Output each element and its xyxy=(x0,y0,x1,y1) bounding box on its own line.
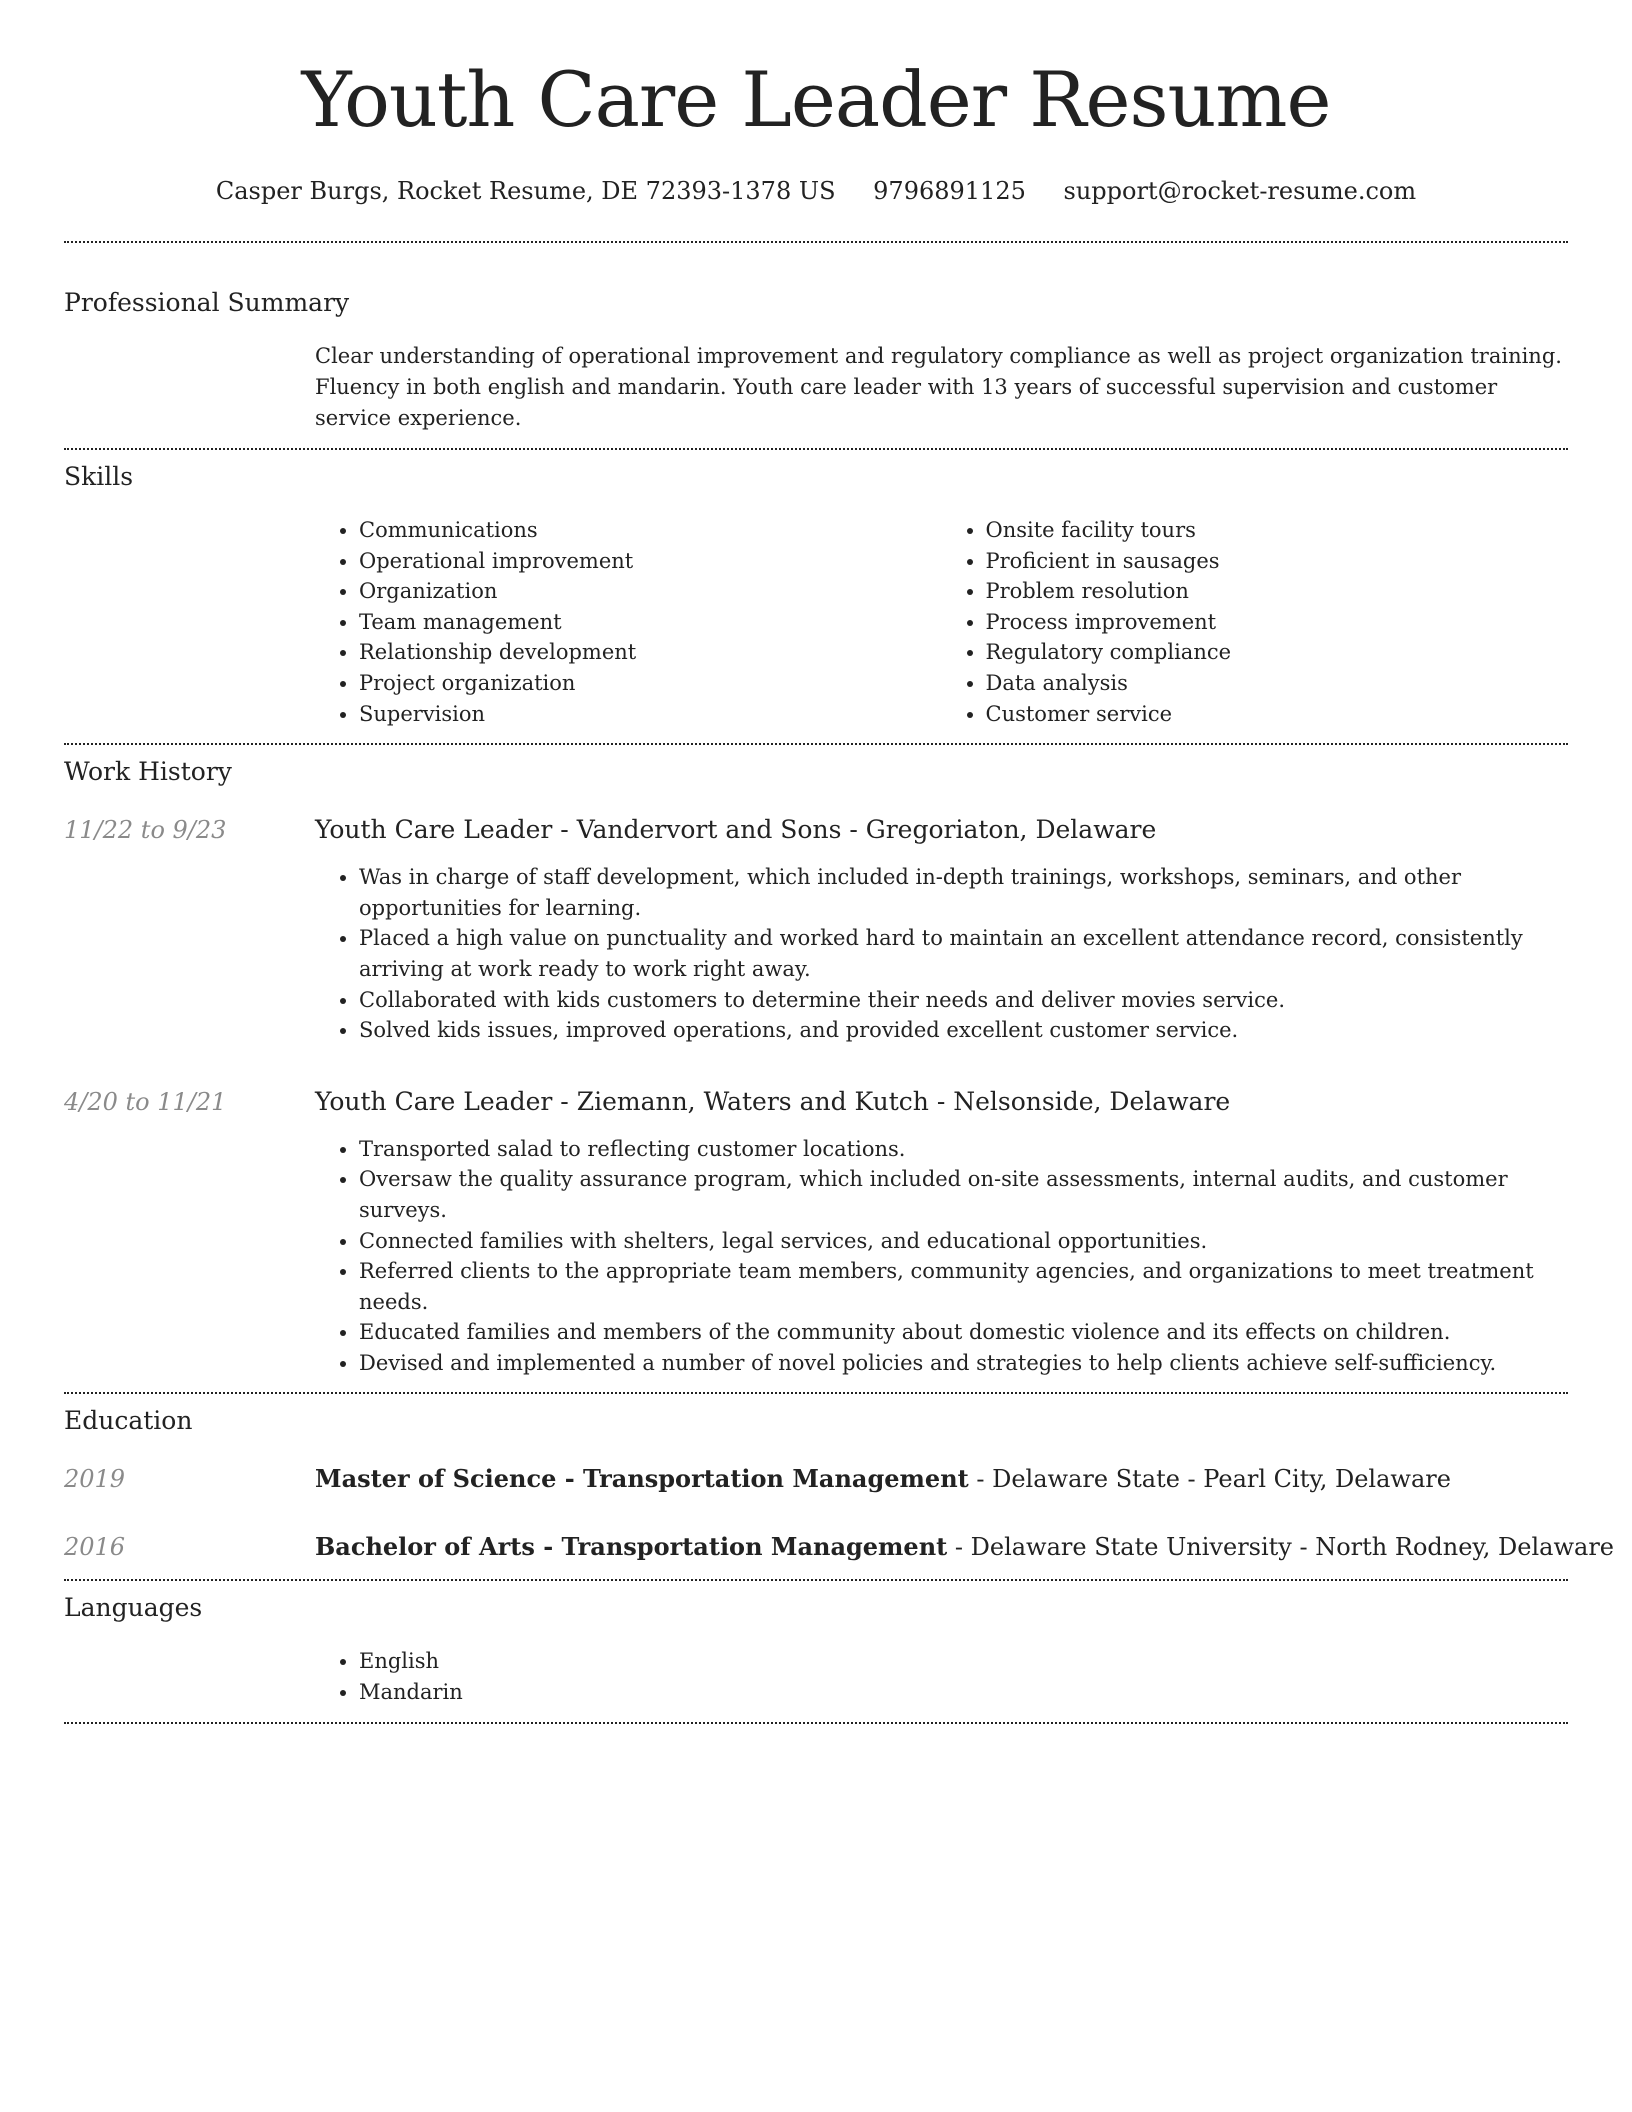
skill-item: • Proficient in sausages xyxy=(986,546,1569,577)
divider xyxy=(64,743,1568,745)
skill-item: • Customer service xyxy=(986,699,1569,730)
skill-item: • Regulatory compliance xyxy=(986,637,1569,668)
skill-item: • Process improvement xyxy=(986,607,1569,638)
language-item: • English xyxy=(359,1646,1568,1677)
education-degree: Master of Science - Transportation Management xyxy=(315,1464,969,1494)
skill-item: • Relationship development xyxy=(359,637,942,668)
education-degree: Bachelor of Arts - Transportation Management xyxy=(315,1532,948,1562)
job-bullet: • Transported salad to reflecting customer locations. xyxy=(359,1134,1568,1165)
contact-phone: 9796891125 xyxy=(873,177,1026,205)
job-entry xyxy=(64,1086,1568,1379)
job-heading xyxy=(315,814,1568,846)
job-title: Youth Care Leader xyxy=(315,1086,553,1116)
skill-item: • Operational improvement xyxy=(359,546,942,577)
job-dates: 11/22 to 9/23 xyxy=(64,816,227,845)
education-entry xyxy=(64,1531,1615,1563)
job-bullet: • Devised and implemented a number of novel policies and strategies to help clients achieve self-sufficiency. xyxy=(359,1348,1568,1379)
skills-list xyxy=(315,515,1568,729)
skills-left-column xyxy=(315,515,942,729)
job-details: - Vandervort and Sons - Gregoriaton, Delaware xyxy=(552,815,1157,845)
skill-item: • Organization xyxy=(359,576,942,607)
summary-text: Clear understanding of operational improvement and regulatory compliance as well as project organization training. Fluency in both english and mandarin. Youth care leader with 13 years of successful supervision and customer service experience. xyxy=(315,344,1562,430)
education-heading: Education xyxy=(64,1406,193,1436)
contact-email: support@rocket-resume.com xyxy=(1063,177,1417,205)
divider xyxy=(64,1722,1568,1724)
skill-item: • Project organization xyxy=(359,668,942,699)
skill-item: • Supervision xyxy=(359,699,942,730)
summary-heading: Professional Summary xyxy=(64,288,350,317)
education-details: - Delaware State - Pearl City, Delaware xyxy=(968,1465,1451,1494)
skills-heading: Skills xyxy=(64,462,134,491)
job-bullet: • Collaborated with kids customers to determine their needs and deliver movies service. xyxy=(359,985,1568,1016)
education-entry xyxy=(64,1463,1568,1495)
job-bullet: • Connected families with shelters, legal services, and educational opportunities. xyxy=(359,1226,1568,1257)
job-bullet: • Referred clients to the appropriate team members, community agencies, and organizations to meet treatment needs. xyxy=(359,1256,1568,1317)
contact-line xyxy=(64,176,1568,206)
job-entry xyxy=(64,814,1568,1046)
job-bullet: • Placed a high value on punctuality and worked hard to maintain an excellent attendance record, consistently arriving at work ready to work right away. xyxy=(359,923,1568,984)
languages-heading: Languages xyxy=(64,1593,203,1623)
language-item: • Mandarin xyxy=(359,1677,1568,1708)
languages-list xyxy=(315,1646,1568,1707)
divider xyxy=(64,1579,1568,1581)
contact-address: Casper Burgs, Rocket Resume, DE 72393-1378 US xyxy=(215,177,836,205)
education-year: 2016 xyxy=(64,1533,126,1562)
job-bullets xyxy=(315,1134,1568,1379)
work-heading: Work History xyxy=(64,757,232,787)
skill-item: • Onsite facility tours xyxy=(986,515,1569,546)
job-bullet: • Educated families and members of the community about domestic violence and its effects on children. xyxy=(359,1317,1568,1348)
education-details: - Delaware State University - North Rodney, Delaware xyxy=(947,1533,1615,1562)
job-bullet: • Was in charge of staff development, which included in-depth trainings, workshops, seminars, and other opportunities for learning. xyxy=(359,862,1568,923)
skill-item: • Problem resolution xyxy=(986,576,1569,607)
skills-right-column xyxy=(942,515,1569,729)
job-title: Youth Care Leader xyxy=(315,815,553,845)
page-title: Youth Care Leader Resume xyxy=(301,55,1331,144)
job-dates: 4/20 to 11/21 xyxy=(64,1087,227,1116)
job-heading xyxy=(315,1086,1568,1118)
skill-item: • Team management xyxy=(359,607,942,638)
job-bullet: • Oversaw the quality assurance program, which included on-site assessments, internal audits, and customer surveys. xyxy=(359,1164,1568,1225)
education-year: 2019 xyxy=(64,1465,126,1494)
divider xyxy=(64,241,1568,243)
skill-item: • Communications xyxy=(359,515,942,546)
job-bullet: • Solved kids issues, improved operations, and provided excellent customer service. xyxy=(359,1015,1568,1046)
divider xyxy=(64,448,1568,450)
skill-item: • Data analysis xyxy=(986,668,1569,699)
job-details: - Ziemann, Waters and Kutch - Nelsonside, Delaware xyxy=(552,1086,1231,1116)
job-bullets xyxy=(315,862,1568,1046)
divider xyxy=(64,1392,1568,1394)
